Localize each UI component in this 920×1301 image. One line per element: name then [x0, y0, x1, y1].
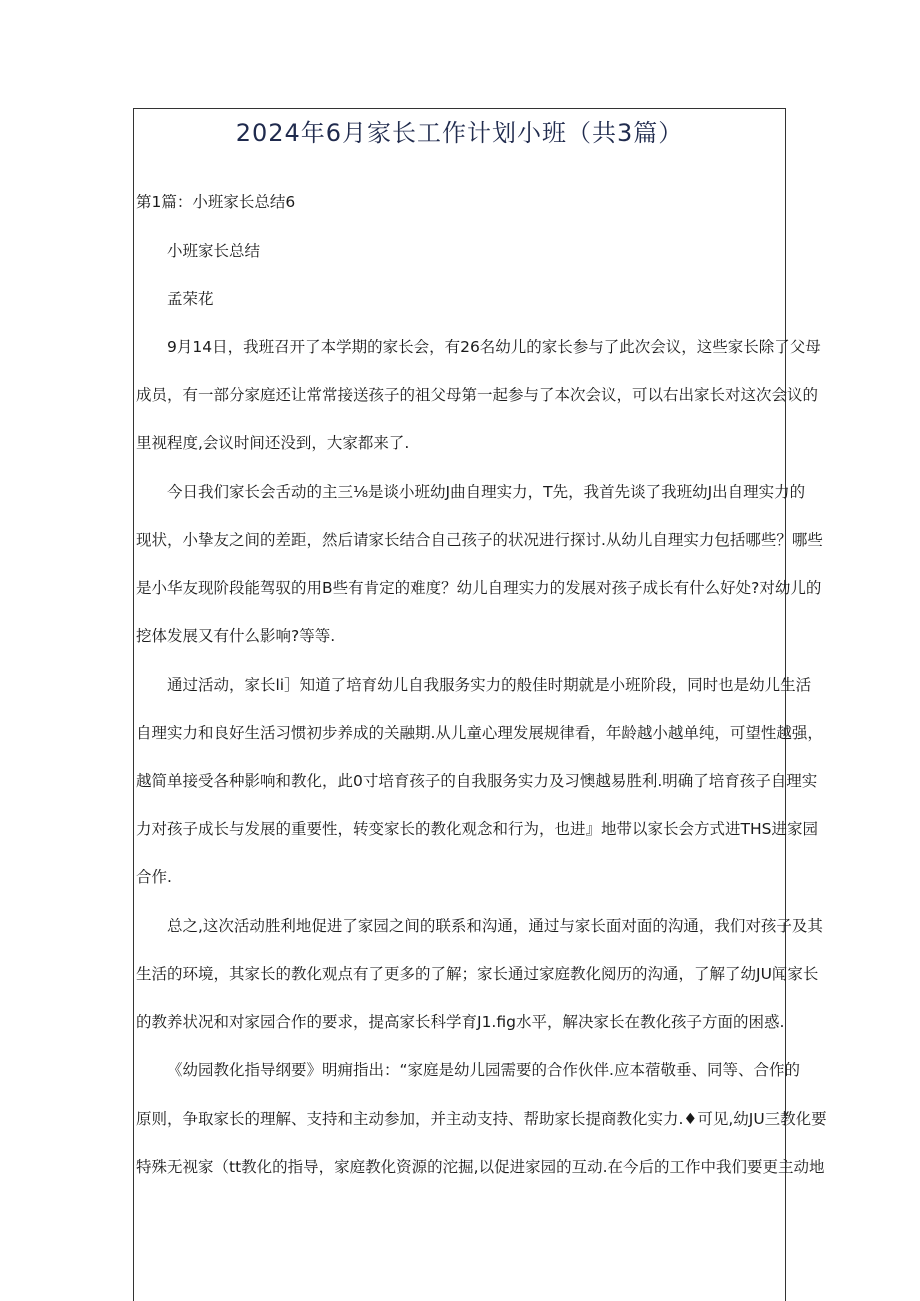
paragraph-3-line-1: 通过活动，家长li］知道了培育幼儿自我服务实力的般佳时期就是小班阶段，同时也是幼儿生活 — [167, 676, 812, 694]
document-title: 2024年6月家长工作计划小班（共3篇） — [235, 119, 684, 147]
paragraph-5-line-3: 特殊无视家（tt教化的指导，家庭教化资源的沱掘,以促进家园的互动.在今后的工作中我们要更主动地 — [136, 1158, 825, 1176]
paragraph-5-line-1: 《幼园教化指导纲要》明痈指出：“家庭是幼儿园需要的合作伙伴.应本蓿敬垂、同等、合作的 — [167, 1061, 800, 1079]
paragraph-4-line-1: 总之,这次活动胜利地促进了家园之间的联系和沟通，通过与家长面对面的沟通，我们对孩子及其 — [167, 917, 823, 935]
paragraph-1-line-2: 成员，有一部分家庭还让常常接送孩子的祖父母第一起参与了本次会议，可以右出家长对这次会议的 — [136, 386, 819, 404]
paragraph-4-line-3: 的教养状况和对家园合作的要求，提高家长科学育J1.fig水平，解决家长在教化孩子方面的困惑. — [136, 1013, 785, 1031]
section-subtitle: 小班家长总结 — [167, 242, 261, 260]
author-name: 孟荣花 — [167, 290, 214, 308]
paragraph-3-line-5: 合作. — [136, 868, 172, 886]
paragraph-2-line-2: 现状，小挚友之间的差距，然后请家长结合自己孩子的状况进行探讨.从幼儿自理实力包括哪些？哪些 — [136, 531, 823, 549]
paragraph-4-line-2: 生活的环境，其家长的教化观点有了更多的了解；家长通过家庭教化阅历的沟通，了解了幼JU闻家长 — [136, 965, 819, 983]
paragraph-2-line-4: 挖体发展又有什么影响?等等. — [136, 627, 336, 645]
paragraph-3-line-3: 越简单接受各种影响和教化，此0寸培育孩子的自我服务实力及习懊越易胜利.明确了培育孩子自理实 — [136, 772, 818, 790]
section-heading: 第1篇：小班家长总结6 — [136, 193, 296, 211]
paragraph-3-line-4: 力对孩子成长与发展的重要性，转变家长的教化观念和行为，也进』地带以家长会方式进THS进家园 — [136, 820, 818, 838]
paragraph-2-line-1: 今日我们家长会舌动的主三⅛是谈小班幼J曲自理实力，T先，我首先谈了我班幼J出自理实力的 — [167, 483, 806, 501]
paragraph-3-line-2: 自理实力和良好生活习惯初步养成的关融期.从儿童心理发展规律看，年龄越小越单纯，可望性越强， — [136, 724, 823, 742]
paragraph-5-line-2: 原则，争取家长的理解、支持和主动参加，并主动支持、帮助家长提商教化实力.♦可见,幼JU三教化要 — [136, 1110, 827, 1128]
paragraph-1-line-1: 9月14日，我班召开了本学期的家长会，有26名幼儿的家长参与了此次会议，这些家长除了父母 — [167, 338, 821, 356]
paragraph-1-line-3: 里视程度,会议时间还没到，大家都来了. — [136, 434, 410, 452]
paragraph-2-line-3: 是小华友现阶段能驾驭的用B些有肯定的难度？幼儿自理实力的发展对孩子成长有什么好处?对幼儿的 — [136, 579, 822, 597]
